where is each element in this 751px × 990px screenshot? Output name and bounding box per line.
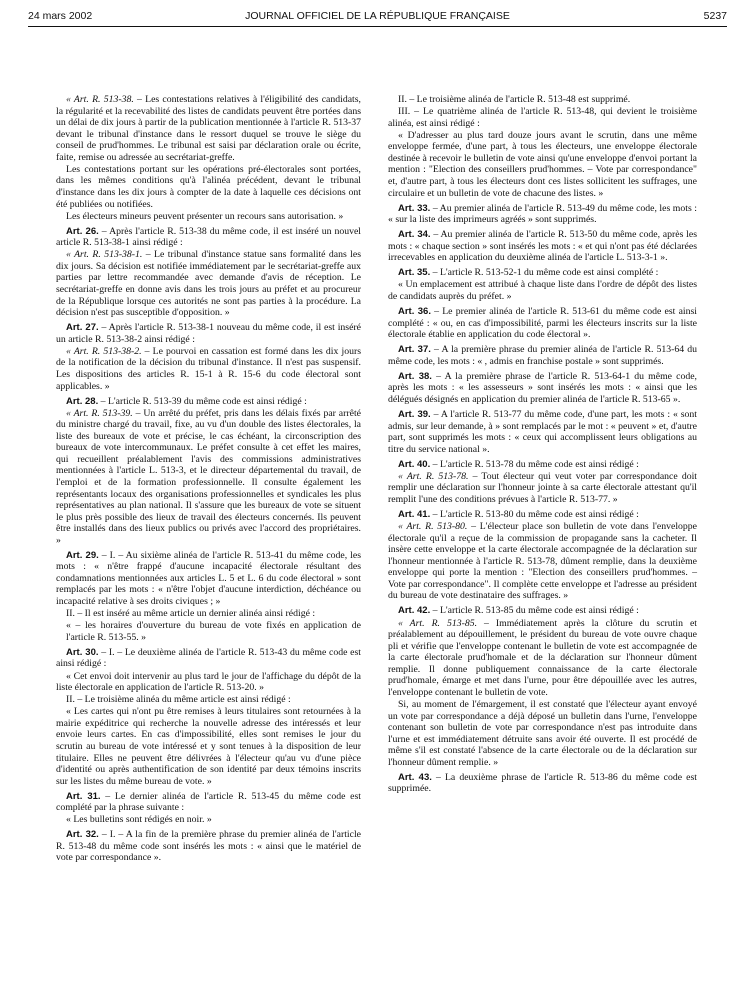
- article-paragraph: [56, 647, 361, 670]
- paragraph-text: – Après l'article R. 513-38 du même code, il est inséré un nouvel article R. 513-38-1 ainsi rédigé :: [56, 225, 361, 249]
- paragraph-text: – L'article R. 513-78 du même code est ainsi rédigé :: [430, 458, 639, 470]
- paragraph-text: « Les bulletins sont rédigés en noir. »: [66, 814, 212, 826]
- right-column: [388, 94, 697, 795]
- article-paragraph: [56, 550, 361, 608]
- article-number: Art. 36.: [398, 306, 431, 318]
- article-paragraph: [388, 605, 697, 617]
- paragraph-text: – Après l'article R. 513-38-1 nouveau du même code, il est inséré un article R. 513-38-2 ainsi rédigé :: [56, 322, 361, 345]
- body-paragraph: [388, 130, 697, 199]
- paragraph-text: – A la première phrase du premier alinéa de l'article R. 513-64 du même code, les mots : « , admis en franchise postale » sont supprimés.: [388, 344, 697, 367]
- body-paragraph: [56, 249, 361, 318]
- body-paragraph: [388, 279, 697, 302]
- paragraph-text: – Le tribunal d'instance statue sans formalité dans les dix jours. Sa décision est notifiée immédiatement par le secrétariat-greffe aux parties par lettre recommandée avec demande d'avis de réception. Le secrétariat-greffe en donne avis dans les trois jours au préfet et au procureur de la République lorsque ces autorités ne sont pas parties à la procédure. La décision n'est pas susceptible d'opposition. »: [56, 249, 362, 319]
- article-number: Art. 35.: [398, 267, 431, 279]
- paragraph-text: – La deuxième phrase de l'article R. 513-86 du même code est supprimée.: [388, 771, 697, 795]
- article-reference: « Art. R. 513-38-1.: [66, 249, 143, 261]
- paragraph-text: « Cet envoi doit intervenir au plus tard le jour de l'affichage du dépôt de la liste électorale en application de l'article R. 513-20. »: [56, 670, 361, 694]
- body-paragraph: [56, 211, 361, 223]
- article-number: Art. 27.: [66, 322, 99, 334]
- article-number: Art. 41.: [398, 508, 431, 520]
- article-paragraph: [388, 371, 697, 406]
- body-paragraph: [388, 699, 697, 768]
- body-paragraph: [56, 164, 361, 210]
- article-paragraph: [56, 322, 361, 345]
- article-paragraph: [388, 509, 697, 521]
- body-paragraph: [388, 94, 697, 106]
- paragraph-text: Les contestations portant sur les opérations pré-électorales sont portées, dans les mêmes conditions qu'à l'alinéa précédent, devant le tribunal d'instance dans les dix jours à compter de la date à laquelle ces décisions ont été publiées ou notifiées.: [56, 163, 361, 210]
- body-paragraph: [56, 346, 361, 392]
- paragraph-text: – Les contestations relatives à l'éligibilité des candidats, la régularité et la recevabilité des listes de candidats peuvent être portées dans un délai de dix jours à partir de la publication mentionnée à l'article R. 513-37 devant le tribunal d'instance dans le ressort duquel se trouve le siège du conseil de prud'hommes. Le tribunal est saisi par déclaration orale ou écrite, faite, remise ou adressée au secrétariat-greffe.: [56, 94, 361, 163]
- article-number: Art. 37.: [398, 344, 431, 356]
- paragraph-text: – L'électeur place son bulletin de vote dans l'enveloppe électorale qu'il a reçue de la commission de propagande sans la cacheter. Il insère cette enveloppe et la carte électorale accompagnée de la déclaration sur l'honneur mentionnée à l'article R. 513-78, dûment remplie, dans la deuxième enveloppe qui porte la mention : "Election des conseillers prud'hommes. – Vote par correspondance". Il complète cette enveloppe et l'adresse au président du bureau de vote destinataire des suffrages. »: [388, 521, 697, 602]
- paragraph-text: – Tout électeur qui veut voter par correspondance doit remplir une déclaration sur l'honneur jointe à sa carte électorale attestant qu'il remplit l'une des conditions prévues à l'article R. 513-77. »: [388, 470, 697, 505]
- article-reference: « Art. R. 513-39.: [66, 407, 133, 419]
- paragraph-text: II. – Il est inséré au même article un dernier alinéa ainsi rédigé :: [66, 608, 316, 620]
- body-paragraph: [56, 671, 361, 694]
- article-paragraph: [388, 459, 697, 471]
- body-paragraph: [66, 620, 361, 643]
- paragraph-text: – L'article R. 513-85 du même code est ainsi rédigé :: [430, 605, 639, 617]
- paragraph-text: – L'article R. 513-80 du même code est ainsi rédigé :: [430, 508, 639, 520]
- header-rule: [28, 26, 727, 27]
- header-date: 24 mars 2002: [28, 10, 93, 22]
- paragraph-text: Les électeurs mineurs peuvent présenter un recours sans autorisation. »: [66, 210, 344, 222]
- paragraph-text: – L'article R. 513-39 du même code est ainsi rédigé :: [98, 395, 307, 407]
- left-column: [56, 94, 361, 865]
- article-reference: « Art. R. 513-38.: [66, 94, 134, 105]
- paragraph-text: « Les cartes qui n'ont pu être remises à leurs titulaires sont retournées à la mairie expéditrice qui recherche la nouvelle adresse des intéressés et leur envoie leurs cartes. En cas d'impossibilité, elles sont remises le jour du scrutin au bureau de vote intéressé et y sont tenues à la disposition de leur titulaire. Elles ne peuvent être délivrées à l'électeur qu'au vu d'une pièce d'identité ou après authentification de son identité par deux témoins inscrits sur les listes du même bureau de vote. »: [56, 706, 361, 787]
- paragraph-text: – Au premier alinéa de l'article R. 513-49 du même code, les mots : « sur la liste des imprimeurs agréés » sont supprimés.: [388, 202, 697, 226]
- paragraph-text: – Un arrêté du préfet, pris dans les délais fixés par arrêté du ministre chargé du travail, fixe, au vu d'un double des listes électorales, la liste des bureaux de vote et précise, le cas échéant, la circonscription des bureaux de vote intercommunaux. Le préfet consulte à cet effet les maires, qui recueillent préalablement l'avis des commissions administratives mentionnées à l'article L. 513-3, et le directeur départemental du travail, de l'emploi et de la formation professionnelle. Il consulte également les représentants locaux des organisations professionnelles et syndicales les plus représentatives au plan national. Il s'assure que les bureaux de vote se situent le plus près possible des lieux de travail des électeurs concernés. Ils peuvent être installés dans des lieux publics ou privés avec l'accord des propriétaires. »: [56, 407, 361, 546]
- article-number: Art. 34.: [398, 229, 431, 241]
- paragraph-text: « Un emplacement est attribué à chaque liste dans l'ordre de dépôt des listes de candidats auprès du préfet. »: [388, 279, 697, 303]
- article-reference: « Art. R. 513-80.: [398, 521, 468, 533]
- paragraph-text: – I. – Le deuxième alinéa de l'article R. 513-43 du même code est ainsi rédigé :: [56, 646, 361, 670]
- paragraph-text: III. – Le quatrième alinéa de l'article R. 513-48, qui devient le troisième alinéa, est ainsi rédigé :: [388, 106, 697, 129]
- body-paragraph: [56, 814, 361, 826]
- article-paragraph: [56, 226, 361, 249]
- paragraph-text: II. – Le troisième alinéa de l'article R. 513-48 est supprimé.: [398, 94, 631, 105]
- body-paragraph: [56, 408, 361, 547]
- body-paragraph: [388, 521, 697, 602]
- page-header: [28, 10, 727, 26]
- body-paragraph: [56, 608, 361, 620]
- paragraph-text: « D'adresser au plus tard douze jours avant le scrutin, dans une même enveloppe fermée, d'une part, à tous les électeurs, une enveloppe électorale destinée à recevoir le bulletin de vote ainsi qu'une enveloppe d'envoi portant la mention : "Election des conseillers prud'hommes. – Vote par correspondance" et, d'autre part, à tous les électeurs dont ces listes sollicitent les suffrages, une circulaire et un bulletin de vote de chacune des listes. »: [388, 129, 697, 199]
- article-paragraph: [56, 396, 361, 408]
- article-number: Art. 42.: [398, 605, 431, 617]
- paragraph-text: – I. – A la fin de la première phrase du premier alinéa de l'article R. 513-48 du même code sont insérés les mots : « ainsi que le matériel de vote par correspondance ».: [56, 829, 361, 864]
- article-number: Art. 30.: [66, 646, 99, 658]
- paragraph-text: – I. – Au sixième alinéa de l'article R. 513-41 du même code, les mots : « n'être frappé d'aucune incapacité électorale résultant des condamnations mentionnées aux articles L. 5 et L. 6 du code électoral » sont remplacés par les mots : « n'être l'objet d'aucune interdiction, déchéance ou incapacité relative à ses droits civiques ; »: [56, 549, 361, 607]
- article-paragraph: [388, 306, 697, 341]
- body-paragraph: [388, 618, 697, 699]
- article-paragraph: [56, 791, 361, 814]
- paragraph-text: – A la première phrase de l'article R. 513-64-1 du même code, après les mots : « les assesseurs » sont insérés les mots : « ainsi que les délégués désignés en application du premier alinéa de l'article R. 513-65 ».: [388, 370, 697, 405]
- paragraph-text: – Le dernier alinéa de l'article R. 513-45 du même code est complété par la phrase suivante :: [56, 790, 361, 814]
- article-reference: « Art. R. 513-78.: [398, 470, 469, 482]
- article-number: Art. 43.: [398, 771, 432, 783]
- article-number: Art. 28.: [66, 395, 99, 407]
- article-number: Art. 39.: [398, 408, 431, 420]
- header-page-number: 5237: [703, 10, 727, 22]
- paragraph-text: – Au premier alinéa de l'article R. 513-50 du même code, après les mots : « chaque section » sont insérés les mots : « et qui n'ont pas été déclarées irrecevables en application du deuxième alinéa de l'article L. 513-3-1 ».: [388, 229, 697, 264]
- article-number: Art. 38.: [398, 370, 432, 382]
- body-paragraph: [56, 94, 361, 163]
- header-journal-title: JOURNAL OFFICIEL DE LA RÉPUBLIQUE FRANÇAISE: [245, 10, 510, 22]
- article-paragraph: [56, 829, 361, 864]
- article-number: Art. 31.: [66, 790, 101, 802]
- article-number: Art. 40.: [398, 458, 431, 470]
- article-paragraph: [388, 772, 697, 795]
- paragraph-text: « – les horaires d'ouverture du bureau de vote fixés en application de l'article R. 513-55. »: [66, 620, 361, 643]
- body-paragraph: [56, 706, 361, 787]
- article-number: Art. 33.: [398, 202, 431, 214]
- article-reference: « Art. R. 513-85.: [398, 617, 478, 629]
- paragraph-text: II. – Le troisième alinéa du même article est ainsi rédigé :: [66, 694, 291, 706]
- paragraph-text: Si, au moment de l'émargement, il est constaté que l'électeur ayant envoyé un vote par correspondance a déjà déposé un bulletin dans l'urne, l'enveloppe contenant son bulletin de vote par correspondance n'est pas introduite dans l'urne et est immédiatement détruite sans avoir été ouverte. Il est procédé de même s'il est constaté l'absence de la carte électorale ou de la déclaration sur l'honneur dûment remplie. »: [388, 698, 697, 768]
- article-paragraph: [388, 409, 697, 455]
- body-paragraph: [388, 106, 697, 129]
- paragraph-text: – A l'article R. 513-77 du même code, d'une part, les mots : « sont admis, sur leur demande, à » sont remplacés par le mot : « peuvent » et, d'autre part, sont supprimés les mots : « ceux qui accomplissent leurs obligations au titre du service national ».: [388, 408, 697, 455]
- article-number: Art. 29.: [66, 549, 99, 561]
- article-number: Art. 26.: [66, 225, 99, 237]
- paragraph-text: – L'article R. 513-52-1 du même code est ainsi complété :: [430, 267, 659, 279]
- paragraph-text: – Immédiatement après la clôture du scrutin et préalablement au dépouillement, le président du bureau de vote ouvre chaque pli et vérifie que l'enveloppe contenant le bulletin de vote est accompagnée de la carte électorale prud'homale et de la déclaration sur l'honneur dûment remplie. Il donne publiquement connaissance de la carte électorale prud'homale, émarge et met dans l'urne, pour être dépouillée avec les autres, l'enveloppe contenant le bulletin de vote.: [388, 617, 697, 698]
- body-paragraph: [56, 694, 361, 706]
- article-paragraph: [388, 203, 697, 226]
- article-number: Art. 32.: [66, 829, 99, 841]
- paragraph-text: – Le pourvoi en cassation est formé dans les dix jours de la notification de la décision du tribunal d'instance. Il n'est pas suspensif. Les dispositions des articles R. 15-1 à R. 15-6 du code électoral sont applicables. »: [56, 345, 362, 392]
- paragraph-text: – Le premier alinéa de l'article R. 513-61 du même code est ainsi complété : « ou, en cas d'impossibilité, parmi les électeurs inscrits sur la liste électorale établie en application du code électoral ».: [388, 306, 697, 341]
- article-paragraph: [388, 229, 697, 264]
- article-reference: « Art. R. 513-38-2.: [66, 345, 142, 357]
- article-paragraph: [388, 267, 697, 279]
- article-paragraph: [388, 344, 697, 367]
- body-paragraph: [388, 471, 697, 506]
